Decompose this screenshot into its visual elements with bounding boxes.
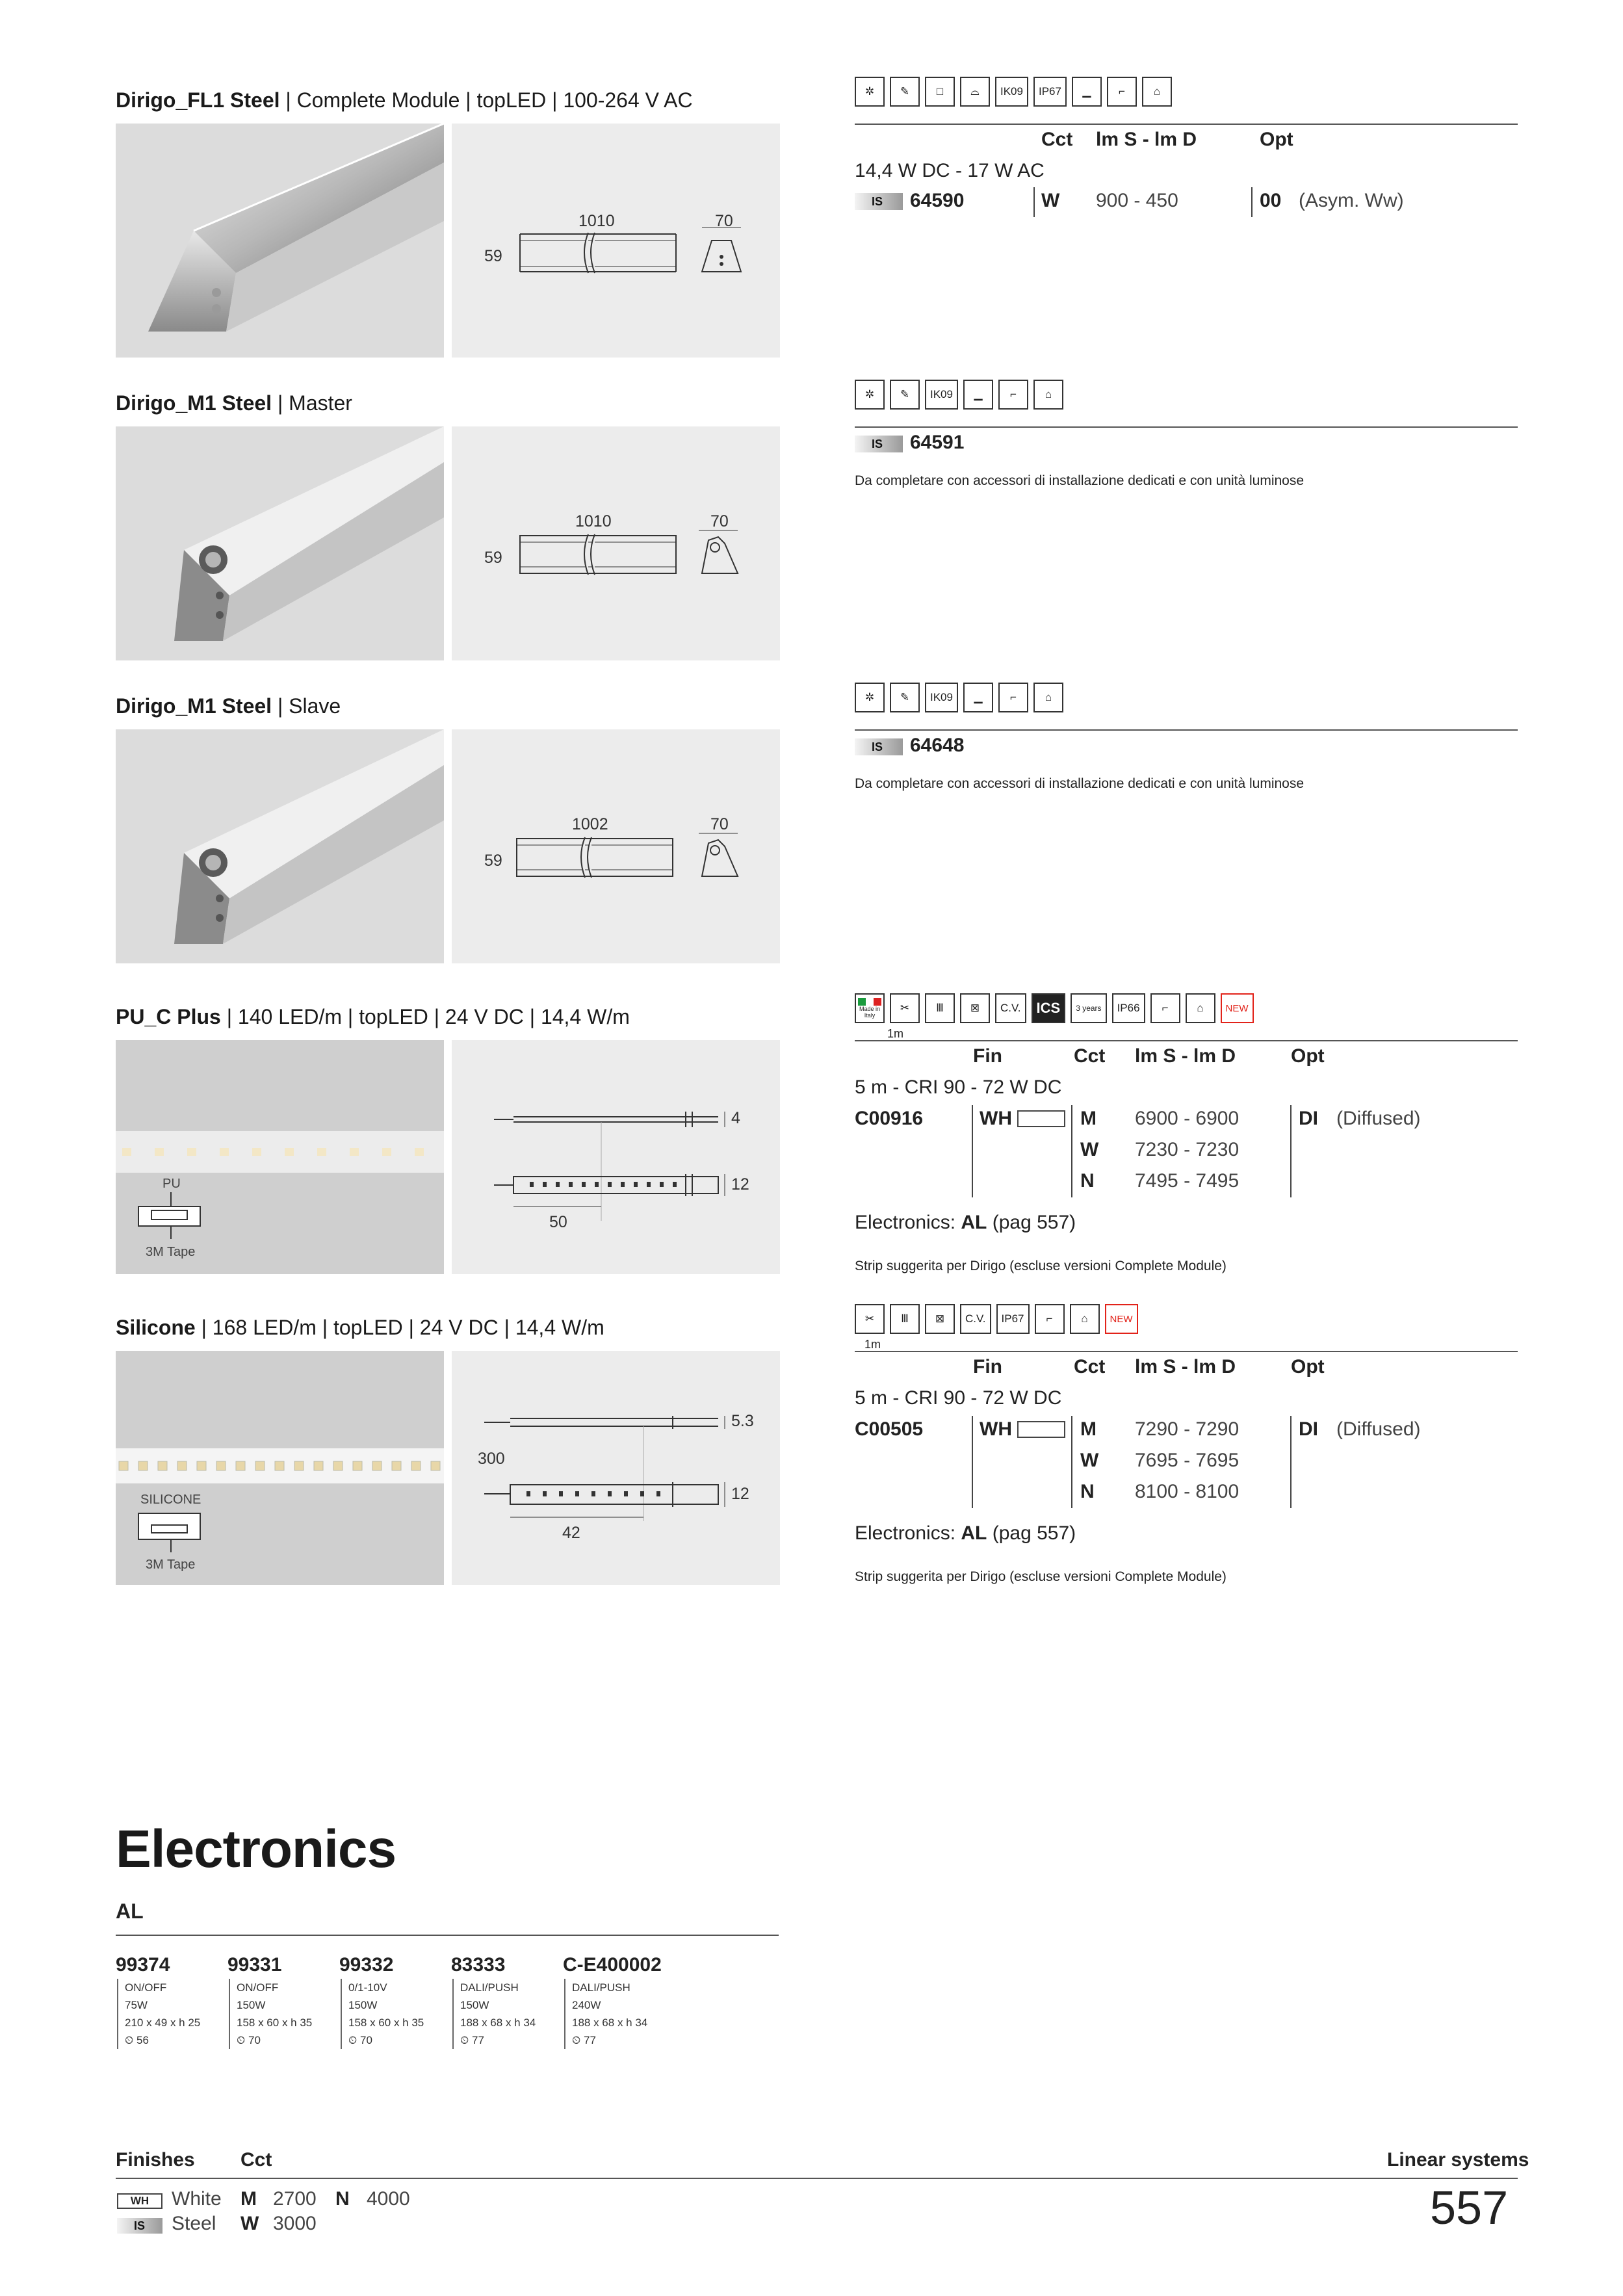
dim-cable-length: 300	[478, 1450, 505, 1468]
opt-desc: (Diffused)	[1336, 1108, 1421, 1129]
product-2-title	[116, 391, 352, 415]
dirigo-m1-slave-render	[116, 729, 444, 963]
lumen-value: 7230 - 7230	[1135, 1139, 1240, 1160]
lumen-value: 6900 - 6900	[1135, 1108, 1240, 1129]
divider	[1251, 187, 1253, 217]
indoor-icon: ⌂	[1033, 683, 1063, 712]
divider	[1290, 1416, 1292, 1508]
wall-corner-icon: ⌐	[1035, 1304, 1065, 1334]
product-1-photo	[116, 124, 444, 358]
power-spec: 14,4 W DC - 17 W AC	[855, 160, 1045, 181]
silicone-label: SILICONE	[140, 1493, 201, 1507]
driver-specs: DALI/PUSH 150W 188 x 68 x h 34 ⏲ 77	[452, 1979, 536, 2049]
product-desc: | Master	[272, 391, 352, 415]
lumen-value: 7695 - 7695	[1135, 1450, 1240, 1471]
divider	[972, 1416, 973, 1508]
ik09-badge: IK09	[995, 77, 1028, 107]
driver-specs: DALI/PUSH 240W 188 x 68 x h 34 ⏲ 77	[564, 1979, 647, 2049]
product-4-icons	[855, 993, 1254, 1023]
made-in-italy-label: Made in Italy	[859, 1006, 881, 1019]
cut-icon: ✂	[855, 1304, 885, 1334]
product-2-drawing	[452, 426, 780, 660]
opt-code: DI	[1299, 1418, 1318, 1440]
product-2-icons	[855, 380, 1063, 410]
cct-code: W	[240, 2213, 259, 2234]
divider	[855, 1040, 1518, 1041]
dim-height: 59	[484, 549, 502, 567]
wall-corner-icon: ⌐	[1150, 993, 1180, 1023]
dim-cut-pitch: 50	[549, 1213, 567, 1231]
product-code: 64591	[910, 432, 965, 453]
product-4-photo	[116, 1040, 444, 1274]
tape-label: 3M Tape	[146, 1245, 196, 1259]
electronics-ref: Electronics: AL (pag 557)	[855, 1522, 1076, 1544]
finish-badge-steel: IS	[855, 436, 903, 452]
section-diagram	[135, 1190, 207, 1242]
cct-kelvin: 3000	[273, 2213, 317, 2234]
divider	[972, 1105, 973, 1197]
dimension-drawing	[452, 426, 780, 660]
page-number: 557	[1430, 2182, 1509, 2234]
wall-corner-icon: ⌐	[998, 380, 1028, 410]
no-dim-icon: ⊠	[960, 993, 990, 1023]
no-dim-icon: ⊠	[925, 1304, 955, 1334]
cct-value: W	[1080, 1450, 1099, 1471]
cv-badge: C.V.	[960, 1304, 991, 1334]
ics-badge: ICS	[1032, 993, 1066, 1023]
finish-name: Steel	[172, 2213, 216, 2234]
header-opt: Opt	[1260, 129, 1293, 150]
dim-width-top: 12	[731, 1175, 749, 1194]
product-note: Strip suggerita per Dirigo (escluse versioni Complete Module)	[855, 1259, 1227, 1273]
electronics-ref: Electronics: AL (pag 557)	[855, 1212, 1076, 1233]
cct-value: W	[1080, 1139, 1099, 1160]
cct-value: N	[1080, 1481, 1095, 1502]
star-icon: ✲	[855, 683, 885, 712]
product-note: Da completare con accessori di installazione dedicati e con unità luminose	[855, 776, 1305, 791]
cct-value: M	[1080, 1418, 1097, 1440]
opt-code: DI	[1299, 1108, 1318, 1129]
divider	[116, 1935, 779, 1936]
cut-length: 1m	[864, 1338, 881, 1351]
dimension-drawing	[452, 124, 780, 358]
dim-cut-pitch: 42	[562, 1524, 580, 1542]
dirigo-m1-render	[116, 426, 444, 660]
header-lm: lm S - lm D	[1096, 129, 1197, 150]
product-note: Da completare con accessori di installazione dedicati e con unità luminose	[855, 473, 1305, 488]
star-icon: ✲	[855, 77, 885, 107]
product-3-icons	[855, 683, 1063, 712]
cct-kelvin: 4000	[367, 2188, 410, 2210]
ip67-badge: IP67	[996, 1304, 1030, 1334]
indoor-icon: ⌂	[1142, 77, 1172, 107]
strip-drawing	[452, 1040, 780, 1274]
product-name: Dirigo_FL1 Steel	[116, 88, 280, 112]
header-opt: Opt	[1291, 1045, 1325, 1067]
driver-specs: ON/OFF 150W 158 x 60 x h 35 ⏲ 70	[229, 1979, 312, 2049]
star-icon: ✲	[855, 380, 885, 410]
led-dots	[116, 1448, 444, 1483]
product-5-photo	[116, 1351, 444, 1585]
floor-mount-icon: ▁	[1072, 77, 1102, 107]
electronics-subtitle: AL	[116, 1899, 144, 1923]
wall-corner-icon: ⌐	[998, 683, 1028, 712]
fin-code: WH	[980, 1108, 1012, 1129]
cct-label: Cct	[240, 2149, 272, 2171]
cut-icon: ✂	[890, 993, 920, 1023]
divider	[855, 124, 1518, 125]
ip66-badge: IP66	[1112, 993, 1145, 1023]
product-note: Strip suggerita per Dirigo (escluse versioni Complete Module)	[855, 1569, 1227, 1584]
product-desc: | Complete Module | topLED | 100-264 V AC	[279, 88, 693, 112]
cct-value: M	[1080, 1108, 1097, 1129]
lumen-value: 8100 - 8100	[1135, 1481, 1240, 1502]
ip67-badge: IP67	[1033, 77, 1067, 107]
product-desc: | Slave	[272, 694, 341, 718]
product-2-photo	[116, 426, 444, 660]
dim-height-side: 5.3	[731, 1412, 754, 1430]
finish-badge-white: WH	[117, 2193, 162, 2209]
opt-code: 00	[1260, 190, 1282, 211]
header-fin: Fin	[973, 1045, 1002, 1067]
white-swatch	[1017, 1421, 1065, 1438]
new-badge: NEW	[1221, 993, 1254, 1023]
bulb-icon: ✎	[890, 380, 920, 410]
product-desc: | 140 LED/m | topLED | 24 V DC | 14,4 W/m	[220, 1005, 630, 1028]
divider	[855, 1351, 1518, 1352]
dirigo-fl1-render	[116, 124, 444, 358]
product-code: C00505	[855, 1418, 924, 1440]
dimension-drawing	[452, 729, 780, 963]
ceiling-icon: ⌓	[960, 77, 990, 107]
warranty-badge: 3 years	[1071, 993, 1106, 1023]
product-4-title	[116, 1005, 630, 1029]
footer-divider	[116, 2178, 1518, 2179]
finish-name: White	[172, 2188, 222, 2210]
dim-width-top: 12	[731, 1485, 749, 1503]
cv-badge: C.V.	[995, 993, 1026, 1023]
driver-code: C-E400002	[563, 1954, 662, 1976]
finish-badge-steel: IS	[855, 738, 903, 755]
divider	[1071, 1416, 1072, 1508]
electronics-heading: Electronics	[116, 1820, 396, 1879]
ik09-badge: IK09	[925, 380, 958, 410]
indoor-icon: ⌂	[1186, 993, 1215, 1023]
opt-desc: (Asym. Ww)	[1299, 190, 1404, 211]
header-cct: Cct	[1074, 1045, 1106, 1067]
cct-code: N	[335, 2188, 350, 2210]
driver-code: 83333	[451, 1954, 506, 1976]
white-swatch	[1017, 1110, 1065, 1127]
section-name: Linear systems	[1387, 2149, 1529, 2171]
product-name: PU_C Plus	[116, 1005, 221, 1028]
product-3-photo	[116, 729, 444, 963]
product-5-icons	[855, 1304, 1138, 1334]
fin-code: WH	[980, 1418, 1012, 1440]
power-spec: 5 m - CRI 90 - 72 W DC	[855, 1387, 1062, 1409]
indoor-icon: ⌂	[1070, 1304, 1100, 1334]
product-desc: | 168 LED/m | topLED | 24 V DC | 14,4 W/m	[195, 1316, 604, 1339]
driver-code: 99332	[339, 1954, 394, 1976]
finish-badge-steel: IS	[855, 193, 903, 210]
divider	[1290, 1105, 1292, 1197]
dim-length: 1010	[575, 512, 612, 530]
power-spec: 5 m - CRI 90 - 72 W DC	[855, 1076, 1062, 1098]
divider	[1033, 187, 1035, 217]
dim-height: 59	[484, 247, 502, 265]
driver-specs: 0/1-10V 150W 158 x 60 x h 35 ⏲ 70	[341, 1979, 424, 2049]
pu-label: PU	[162, 1177, 181, 1191]
product-name: Dirigo_M1 Steel	[116, 694, 272, 718]
cct-value: W	[1041, 190, 1060, 211]
dim-length: 1002	[572, 815, 608, 833]
dim-height: 59	[484, 852, 502, 870]
ik09-badge: IK09	[925, 683, 958, 712]
class-iii-icon: Ⅲ	[925, 993, 955, 1023]
led-dots	[116, 1131, 444, 1173]
cct-value: N	[1080, 1170, 1095, 1192]
divider	[855, 426, 1518, 428]
floor-mount-icon: ▁	[963, 380, 993, 410]
product-name: Silicone	[116, 1316, 196, 1339]
header-cct: Cct	[1074, 1356, 1106, 1377]
opt-desc: (Diffused)	[1336, 1418, 1421, 1440]
bulb-icon: ✎	[890, 77, 920, 107]
dim-length: 1010	[578, 212, 615, 230]
lumen-value: 7290 - 7290	[1135, 1418, 1240, 1440]
dim-width: 70	[710, 815, 729, 833]
product-5-drawing	[452, 1351, 780, 1585]
product-1-icons	[855, 77, 1172, 107]
finishes-label: Finishes	[116, 2149, 195, 2171]
dim-width: 70	[710, 512, 729, 530]
product-code: C00916	[855, 1108, 924, 1129]
floor-mount-icon: ▁	[963, 683, 993, 712]
product-code: 64648	[910, 735, 965, 756]
product-5-title	[116, 1316, 604, 1340]
product-1-title	[116, 88, 693, 112]
new-badge: NEW	[1105, 1304, 1138, 1334]
cut-length: 1m	[887, 1027, 904, 1040]
header-lm: lm S - lm D	[1135, 1045, 1236, 1067]
cct-code: M	[240, 2188, 257, 2210]
wall-corner-icon: ⌐	[1107, 77, 1137, 107]
class-iii-icon: Ⅲ	[890, 1304, 920, 1334]
lumen-value: 900 - 450	[1096, 190, 1178, 211]
product-1-drawing	[452, 124, 780, 358]
lumen-value: 7495 - 7495	[1135, 1170, 1240, 1192]
divider	[1071, 1105, 1072, 1197]
tape-label: 3M Tape	[146, 1558, 196, 1572]
dim-width: 70	[715, 212, 733, 230]
product-name: Dirigo_M1 Steel	[116, 391, 272, 415]
driver-code: 99374	[116, 1954, 170, 1976]
product-code: 64590	[910, 190, 965, 211]
driver-code: 99331	[227, 1954, 282, 1976]
header-lm: lm S - lm D	[1135, 1356, 1236, 1377]
indoor-icon: ⌂	[1033, 380, 1063, 410]
product-3-drawing	[452, 729, 780, 963]
made-in-italy-icon	[855, 993, 885, 1023]
driver-specs: ON/OFF 75W 210 x 49 x h 25 ⏲ 56	[117, 1979, 200, 2049]
header-cct: Cct	[1041, 129, 1073, 150]
square-icon: □	[925, 77, 955, 107]
cct-kelvin: 2700	[273, 2188, 317, 2210]
header-opt: Opt	[1291, 1356, 1325, 1377]
bulb-icon: ✎	[890, 683, 920, 712]
dim-height-side: 4	[731, 1109, 740, 1127]
section-diagram	[135, 1507, 207, 1559]
product-4-drawing	[452, 1040, 780, 1274]
product-3-title	[116, 694, 341, 718]
divider	[855, 729, 1518, 731]
header-fin: Fin	[973, 1356, 1002, 1377]
finish-badge-steel: IS	[117, 2218, 162, 2234]
